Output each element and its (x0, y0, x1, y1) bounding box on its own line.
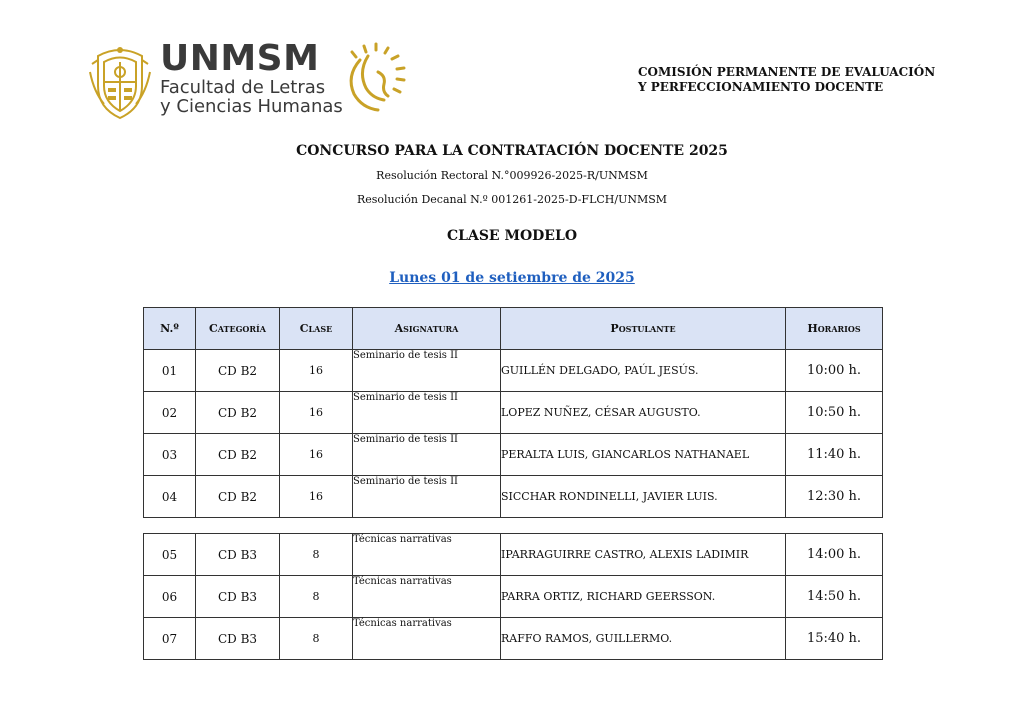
row-subject: Seminario de tesis II (353, 434, 501, 476)
logo-subtitle-2: y Ciencias Humanas (160, 96, 343, 117)
schedule-date: Lunes 01 de setiembre de 2025 (389, 270, 635, 286)
row-applicant: PARRA ORTIZ, RICHARD GEERSSON. (501, 576, 786, 618)
commission-header (638, 65, 935, 95)
row-number: 07 (144, 618, 196, 660)
sun-face-logo-icon (334, 42, 410, 118)
row-subject: Técnicas narrativas (353, 618, 501, 660)
commission-line-1: COMISIÓN PERMANENTE DE EVALUACIÓN (638, 65, 936, 79)
row-category: CD B3 (196, 576, 280, 618)
row-time: 12:30 h. (786, 476, 883, 518)
header-subject: Asignatura (353, 308, 501, 350)
table-row (144, 392, 883, 434)
row-subject: Técnicas narrativas (353, 534, 501, 576)
header-number: N.º (144, 308, 196, 350)
row-category: CD B2 (196, 350, 280, 392)
row-time: 14:50 h. (786, 576, 883, 618)
row-subject: Seminario de tesis II (353, 476, 501, 518)
row-category: CD B2 (196, 392, 280, 434)
row-category: CD B3 (196, 618, 280, 660)
row-class: 16 (280, 434, 353, 476)
row-class: 8 (280, 534, 353, 576)
header-category: Categoría (196, 308, 280, 350)
resolution-rectoral: Resolución Rectoral N.°009926-2025-R/UNMSM (376, 169, 648, 182)
header-class: Clase (280, 308, 353, 350)
row-applicant: SICCHAR RONDINELLI, JAVIER LUIS. (501, 476, 786, 518)
table-header-row (144, 308, 883, 350)
table-row (144, 618, 883, 660)
row-time: 10:00 h. (786, 350, 883, 392)
resolution-decanal: Resolución Decanal N.º 001261-2025-D-FLCH/UNMSM (356, 193, 668, 206)
table-row (144, 534, 883, 576)
row-applicant: RAFFO RAMOS, GUILLERMO. (501, 618, 786, 660)
schedule-table-group-1 (143, 307, 883, 518)
table-row (144, 476, 883, 518)
schedule-table-group-2 (143, 533, 883, 660)
row-class: 16 (280, 350, 353, 392)
row-time: 11:40 h. (786, 434, 883, 476)
row-subject: Seminario de tesis II (353, 392, 501, 434)
university-seal-icon (88, 42, 152, 120)
table-row (144, 350, 883, 392)
row-subject: Técnicas narrativas (353, 576, 501, 618)
header-applicant: Postulante (501, 308, 786, 350)
row-applicant: GUILLÉN DELGADO, PAÚL JESÚS. (501, 350, 786, 392)
row-number: 01 (144, 350, 196, 392)
logo-subtitle-1: Facultad de Letras (160, 77, 326, 98)
section-title: CLASE MODELO (446, 228, 578, 244)
row-class: 16 (280, 392, 353, 434)
row-number: 03 (144, 434, 196, 476)
document-title: CONCURSO PARA LA CONTRATACIÓN DOCENTE 2025 (296, 143, 728, 159)
row-applicant: IPARRAGUIRRE CASTRO, ALEXIS LADIMIR (501, 534, 786, 576)
row-number: 02 (144, 392, 196, 434)
row-class: 16 (280, 476, 353, 518)
row-class: 8 (280, 618, 353, 660)
row-category: CD B3 (196, 534, 280, 576)
row-class: 8 (280, 576, 353, 618)
row-category: CD B2 (196, 476, 280, 518)
row-number: 04 (144, 476, 196, 518)
logo-title: UNMSM (160, 38, 320, 79)
table-row (144, 434, 883, 476)
commission-line-2: Y PERFECCIONAMIENTO DOCENTE (638, 80, 884, 94)
header-schedule: Horarios (786, 308, 883, 350)
row-subject: Seminario de tesis II (353, 350, 501, 392)
row-applicant: PERALTA LUIS, GIANCARLOS NATHANAEL (501, 434, 786, 476)
row-time: 14:00 h. (786, 534, 883, 576)
row-time: 15:40 h. (786, 618, 883, 660)
row-number: 05 (144, 534, 196, 576)
row-applicant: LOPEZ NUÑEZ, CÉSAR AUGUSTO. (501, 392, 786, 434)
row-number: 06 (144, 576, 196, 618)
row-time: 10:50 h. (786, 392, 883, 434)
unmsm-logo (88, 40, 418, 122)
table-row (144, 576, 883, 618)
row-category: CD B2 (196, 434, 280, 476)
